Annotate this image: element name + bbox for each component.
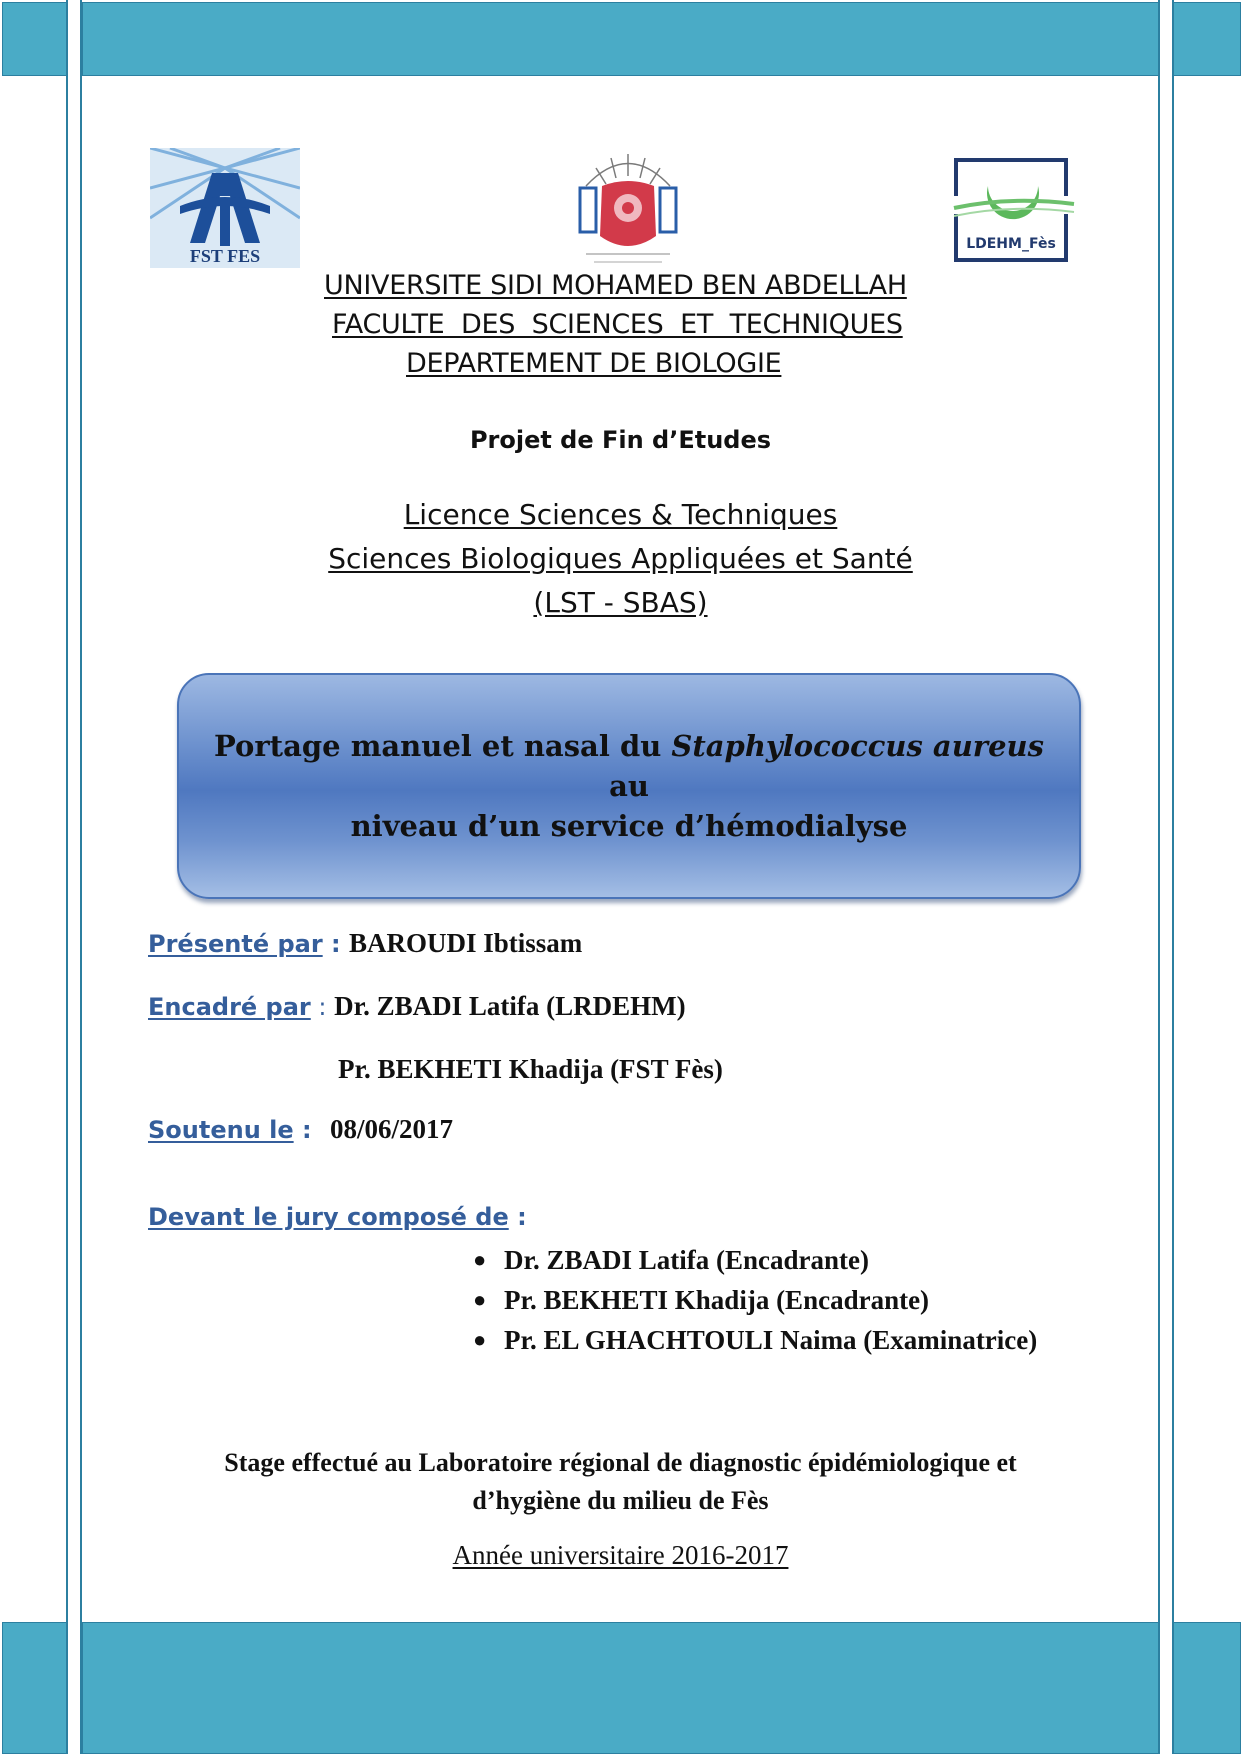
top-center-band <box>82 2 1159 76</box>
supervisor-2: Pr. BEKHETI Khadija (FST Fès) <box>338 1054 723 1084</box>
thesis-title <box>199 726 1059 846</box>
fst-fes-logo <box>150 148 300 268</box>
ldehm-logo <box>950 156 1078 266</box>
supervisor-2-row <box>338 1054 723 1085</box>
title-part: Portage manuel et nasal du <box>214 729 672 763</box>
defense-date: 08/06/2017 <box>329 1114 453 1144</box>
defended-row: Soutenu le : 08/06/2017 <box>148 1114 453 1144</box>
faculty-name: FACULTE DES SCIENCES ET TECHNIQUES <box>332 309 903 340</box>
svg-text:LDEHM_Fès: LDEHM_Fès <box>966 236 1056 252</box>
svg-text:FST FES: FST FES <box>189 246 261 266</box>
jury-row: Devant le jury composé de : <box>148 1203 527 1231</box>
thesis-title-box <box>177 673 1081 899</box>
licence-line: Sciences Biologiques Appliquées et Santé <box>328 542 913 575</box>
supervised-label: Encadré par <box>148 993 311 1021</box>
university-name: UNIVERSITE SIDI MOHAMED BEN ABDELLAH <box>324 270 907 301</box>
title-part: au <box>609 769 649 803</box>
jury-member: ● Pr. BEKHETI Khadija (Encadrante) <box>473 1285 930 1315</box>
presented-row: Présenté par : BAROUDI Ibtissam <box>148 928 583 958</box>
internship-line: d’hygiène du milieu de Fès <box>472 1486 769 1515</box>
internship-line: Stage effectué au Laboratoire régional de diagnostic épidémiologique et <box>224 1448 1017 1477</box>
bottom-center-band <box>82 1622 1159 1754</box>
jury-label: Devant le jury composé de <box>148 1203 509 1231</box>
bottom-right-band <box>1173 1622 1241 1754</box>
internship-info <box>0 1444 1241 1520</box>
academic-year: Année universitaire 2016-2017 <box>452 1540 789 1570</box>
presented-value: BAROUDI Ibtissam <box>348 928 583 958</box>
licence-code: (LST - SBAS) <box>533 586 708 619</box>
presented-label: Présenté par <box>148 930 323 958</box>
jury-list <box>470 1240 1037 1360</box>
supervisor-1: Dr. ZBADI Latifa (LRDEHM) <box>334 991 686 1021</box>
project-label: Projet de Fin d’Etudes <box>469 426 772 454</box>
jury-member: ● Pr. EL GHACHTOULI Naima (Examinatrice) <box>473 1325 1038 1355</box>
supervised-row: Encadré par : Dr. ZBADI Latifa (LRDEHM) <box>148 991 686 1021</box>
usmba-crest-logo <box>566 146 690 270</box>
defended-label: Soutenu le <box>148 1116 294 1144</box>
jury-member: ● Dr. ZBADI Latifa (Encadrante) <box>473 1245 870 1275</box>
academic-year-row <box>0 1540 1241 1571</box>
title-line2: niveau d’un service d’hémodialyse <box>350 809 908 843</box>
top-left-band <box>2 2 68 76</box>
species-name: Staphylococcus aureus <box>671 729 1044 763</box>
licence-block <box>0 495 1241 627</box>
licence-line: Licence Sciences & Techniques <box>403 498 838 531</box>
department-name: DEPARTEMENT DE BIOLOGIE <box>406 348 782 379</box>
top-right-band <box>1173 2 1241 76</box>
bottom-left-band <box>2 1622 68 1754</box>
